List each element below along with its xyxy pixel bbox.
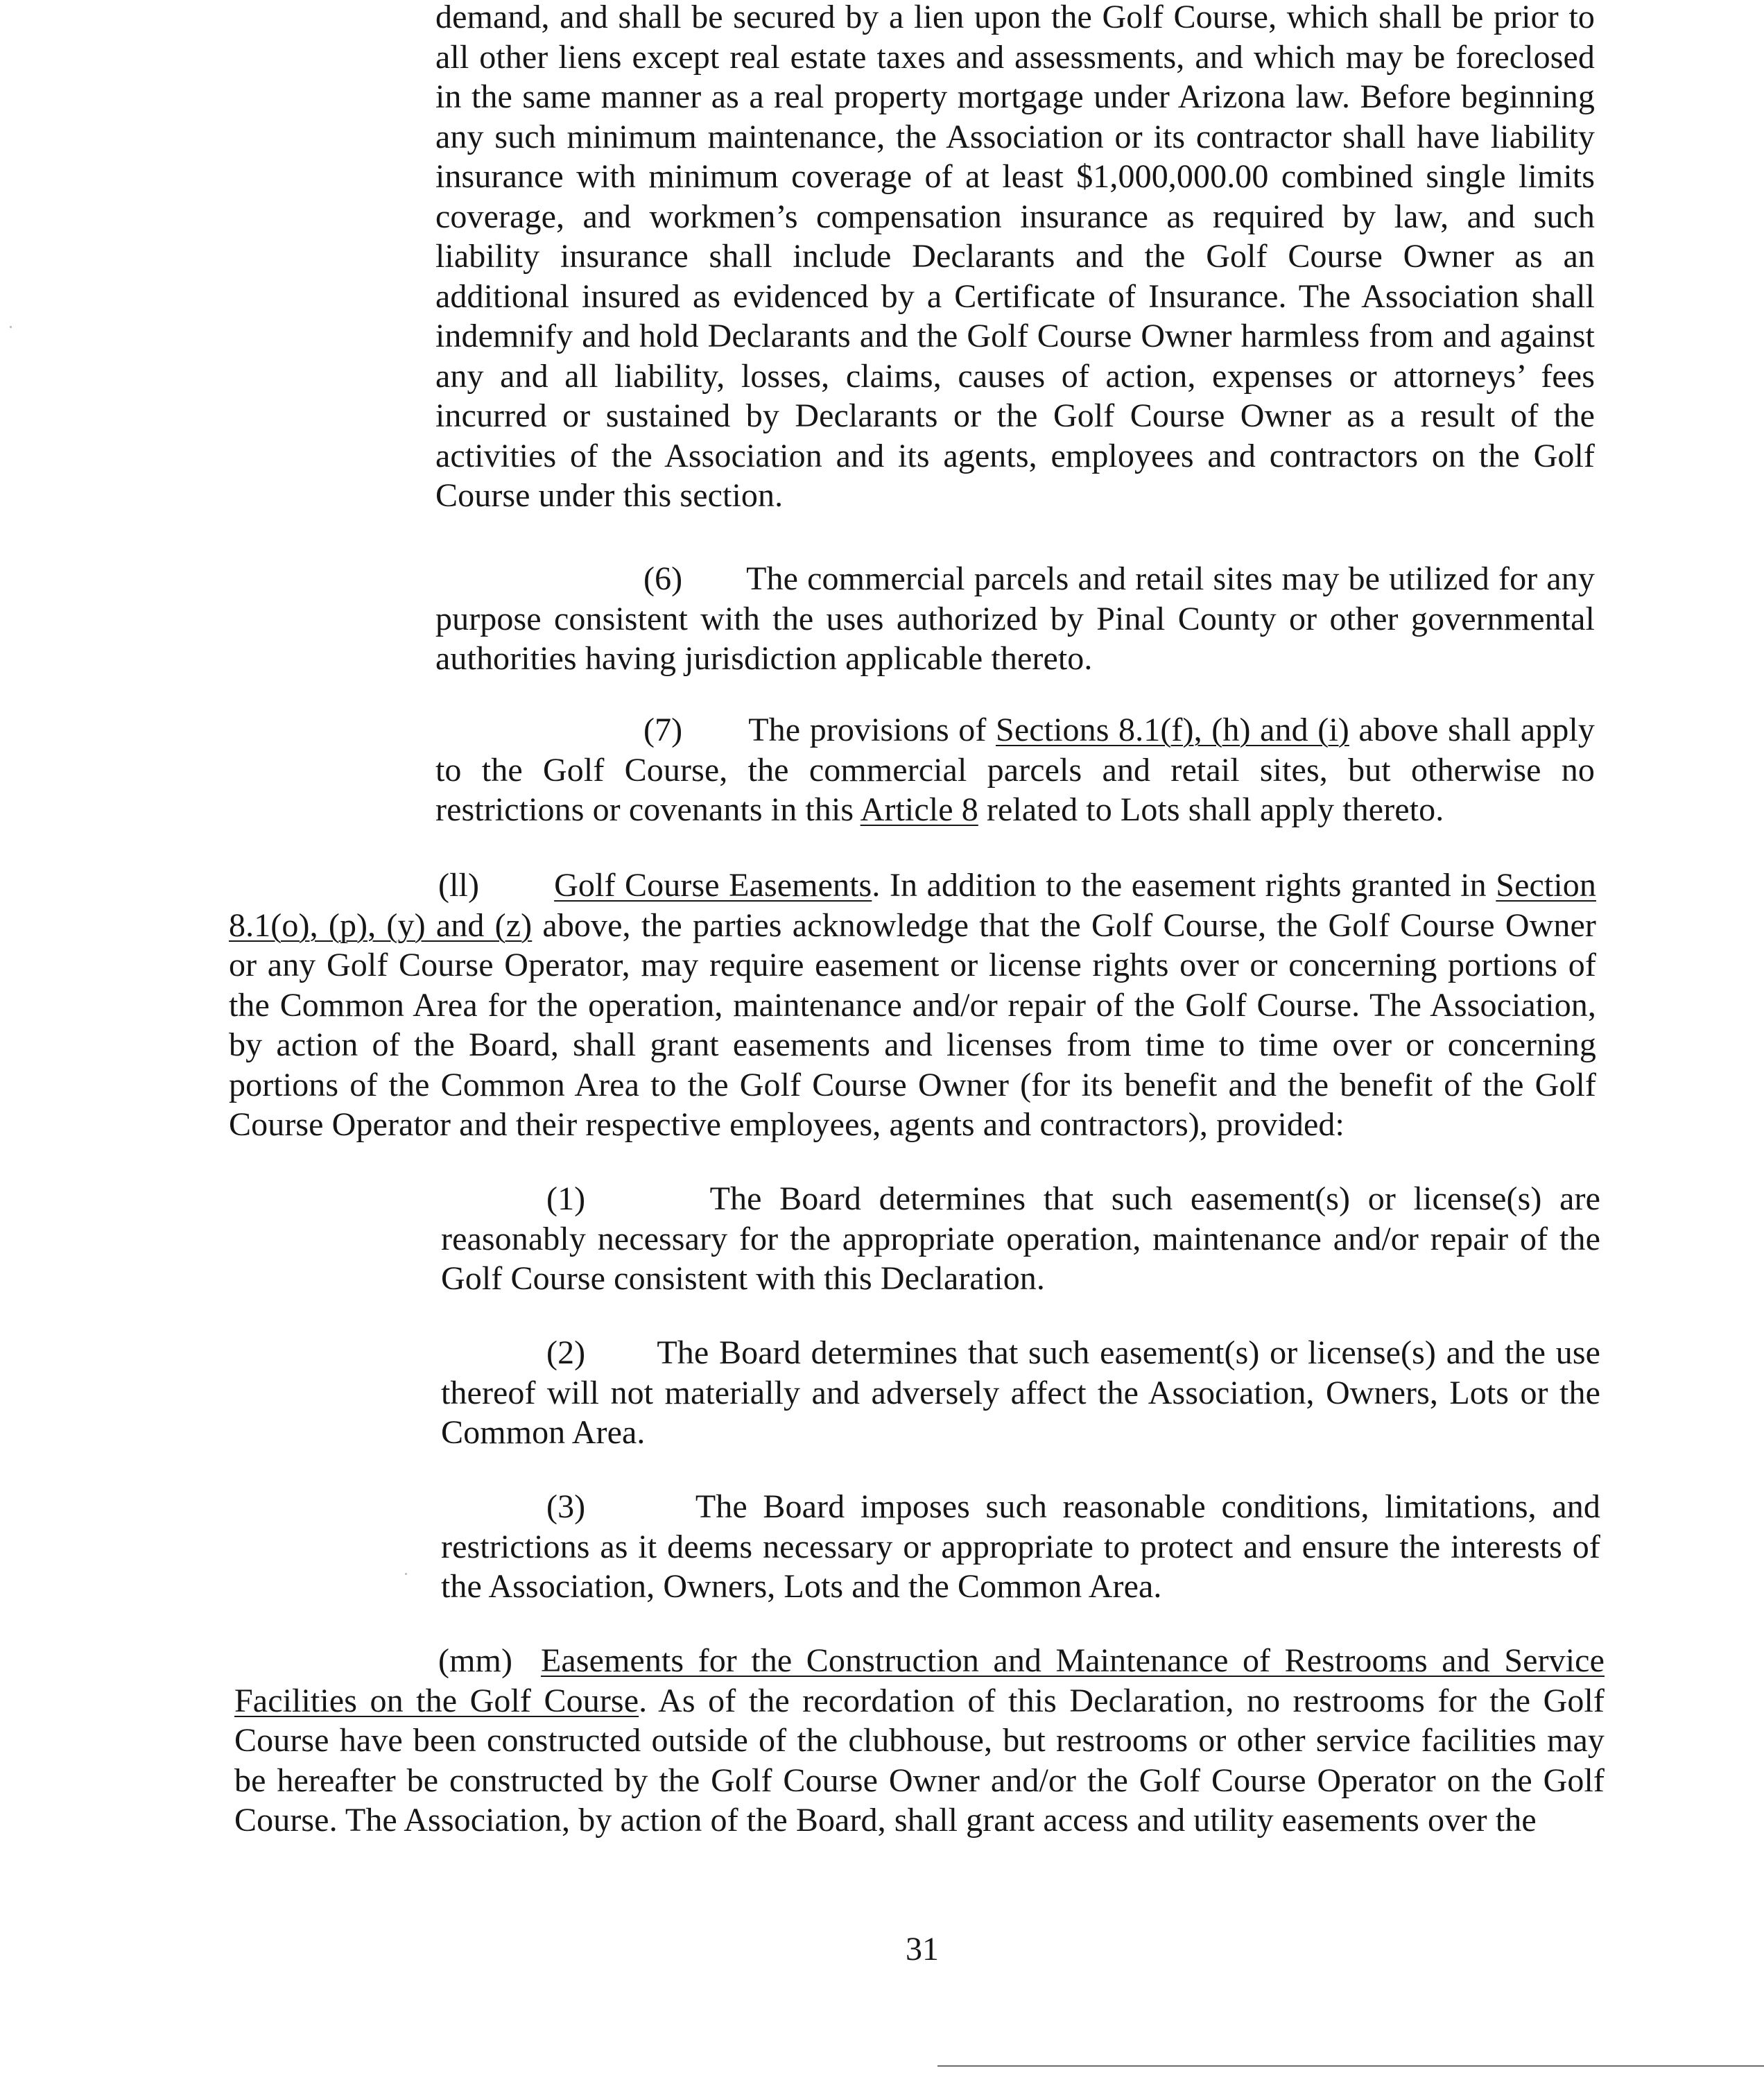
item-7-text-b: above shall apply to the Golf Course, the commercial parcels and retail sites, but otherwise no restrictions or covenants in this xyxy=(435,712,1595,828)
section-ll-text-b: above, the parties acknowledge that the Golf Course, the Golf Course Owner or any Golf Course Operator, may require easement or license rights over or concerning portions of the Common Area for the operation, maintenance and/or repair of the Golf Course. The Association, by action of the Board, shall grant easements and licenses from time to time over or concerning portions of the Common Area to the Golf Course Owner (for its benefit and the benefit of the Golf Course Operator and their respective employees, agents and contractors), provided: xyxy=(229,906,1596,1143)
sub-item-3 xyxy=(441,1487,1600,1607)
scan-speck xyxy=(10,326,12,328)
sub-item-3-label: (3) xyxy=(546,1488,586,1525)
item-6-text: The commercial parcels and retail sites may be utilized for any purpose consistent with the uses authorized by Pinal County or other governmental authorities having jurisdiction applicable thereto. xyxy=(435,560,1595,677)
page-number: 31 xyxy=(906,1931,939,1968)
sub-item-2 xyxy=(441,1333,1600,1453)
sub-item-1 xyxy=(441,1179,1600,1299)
section-mm-text: . As of the recordation of this Declaration, no restrooms for the Golf Course have been constructed outside of the clubhouse, but restrooms or other service facilities may be hereafter be constructed by the Golf Course Owner and/or the Golf Course Operator on the Golf Course. The Association, by action of the Board, shall grant access and utility easements over the xyxy=(234,1682,1605,1839)
scan-speck xyxy=(405,1573,407,1575)
section-mm xyxy=(234,1641,1605,1841)
list-item-7 xyxy=(435,710,1595,830)
paragraph-continuation xyxy=(435,0,1595,516)
sub-item-1-label: (1) xyxy=(546,1180,586,1217)
footer-rule xyxy=(937,2065,1764,2067)
item-7-label: (7) xyxy=(643,712,683,748)
sub-item-2-label: (2) xyxy=(546,1334,586,1371)
list-item-6 xyxy=(435,559,1595,679)
continuation-text: demand, and shall be secured by a lien upon the Golf Course, which shall be prior to all other liens except real estate taxes and assessments, and which may be foreclosed in the same manner as a real property mortgage under Arizona law. Before beginning any such minimum maintenance, the Association or its contractor shall have liability insurance with minimum coverage of at least $1,000,000.00 combined single limits coverage, and workmen’s compensation insurance as required by law, and such liability insurance shall include Declarants and the Golf Course Owner as an additional insured as evidenced by a Certificate of Insurance. The Association shall indemnify and hold Declarants and the Golf Course Owner harmless from and against any and all liability, losses, claims, causes of action, expenses or attorneys’ fees incurred or sustained by Declarants or the Golf Course Owner as a result of the activities of the Association and its agents, employees and contractors on the Golf Course under this section. xyxy=(435,0,1595,514)
item-7-article-ref: Article 8 xyxy=(860,791,978,828)
item-7-text-c: related to Lots shall apply thereto. xyxy=(978,791,1444,828)
item-7-text-a: The provisions of xyxy=(748,712,996,748)
sub-item-3-text: The Board imposes such reasonable conditions, limitations, and restrictions as it deems necessary or appropriate to protect and ensure the interests of the Association, Owners, Lots and the Common Area. xyxy=(441,1488,1600,1605)
section-ll-label: (ll) xyxy=(438,867,480,904)
item-6-label: (6) xyxy=(643,560,683,597)
section-ll-text-a: . In addition to the easement rights granted in xyxy=(872,867,1496,904)
item-7-sections-ref: Sections 8.1(f), (h) and (i) xyxy=(996,712,1349,748)
sub-item-2-text: The Board determines that such easement(s) or license(s) and the use thereof will not materially and adversely affect the Association, Owners, Lots or the Common Area. xyxy=(441,1334,1601,1451)
section-ll xyxy=(229,866,1596,1145)
section-mm-label: (mm) xyxy=(438,1642,513,1679)
section-mm-heading: Easements for the Construction and Maintenance of Restrooms and Service Facilities on the Golf Course xyxy=(234,1642,1605,1719)
sub-item-1-text: The Board determines that such easement(s) or license(s) are reasonably necessary for the appropriate operation, maintenance and/or repair of the Golf Course consistent with this Declaration. xyxy=(441,1180,1601,1297)
section-ll-ref: Section 8.1(o), (p), (y) and (z) xyxy=(229,867,1596,944)
section-ll-heading: Golf Course Easements xyxy=(554,867,872,904)
